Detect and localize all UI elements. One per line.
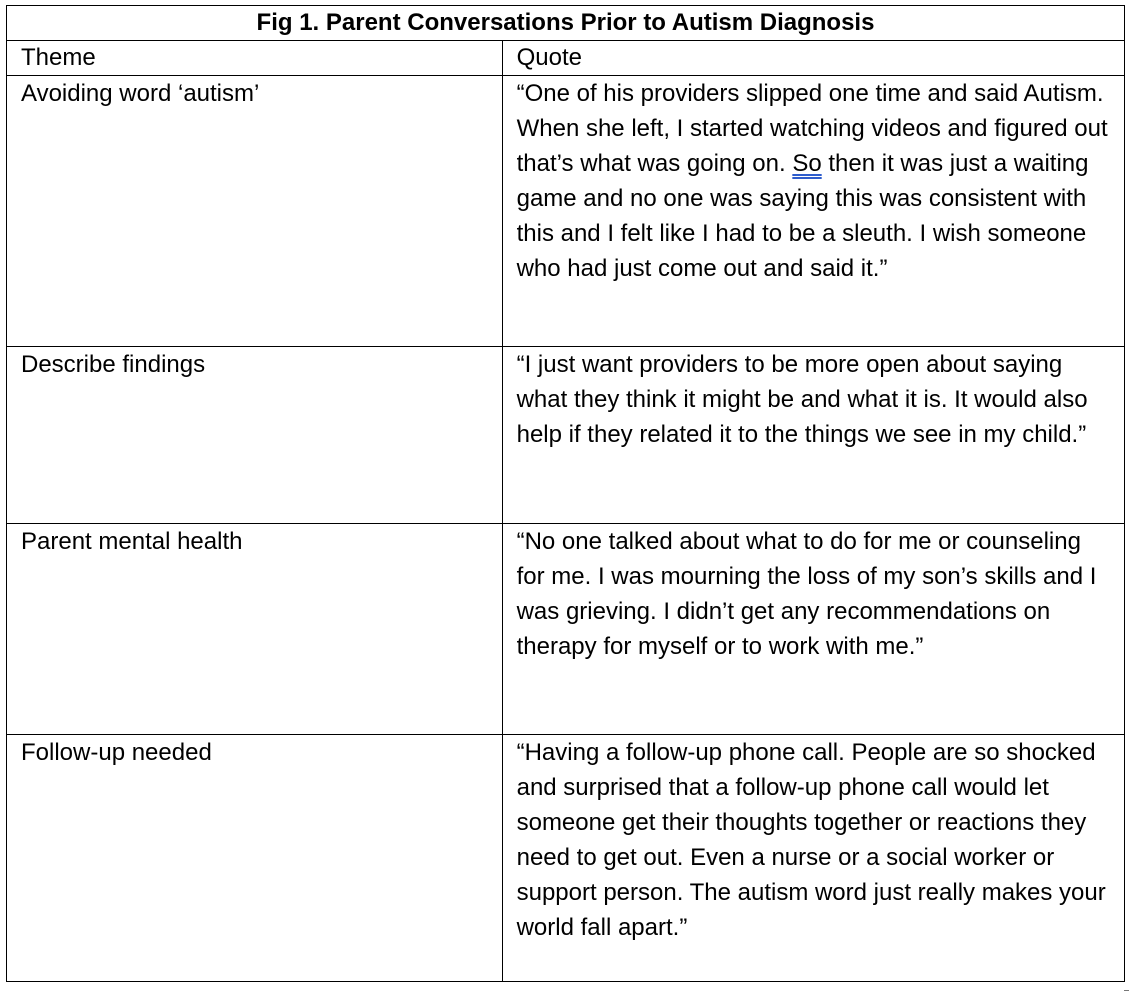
quote-text: “One of his providers slipped one time and said Autism. When she left, I started watching videos and figured out that’s what was going on. [516,80,1108,177]
table-row [7,347,1125,524]
theme-cell: Parent mental health [7,524,503,735]
quote-cell: “Having a follow-up phone call. People are so shocked and surprised that a follow-up phone call would let someone get their thoughts together or reactions they need to get out. Even a nurse or a social worker or support person. The autism word just really makes your world fall apart.” [502,735,1124,982]
table-row [7,524,1125,735]
figure-caption: Fig 1. Parent Conversations Prior to Autism Diagnosis [7,6,1125,41]
table-row [7,76,1125,347]
header-row [7,41,1125,76]
table-row [7,735,1125,982]
grammar-flag-word: So [792,150,822,177]
caption-row [7,6,1125,41]
theme-cell: Describe findings [7,347,503,524]
quotes-table [6,5,1125,982]
quote-cell [502,76,1124,347]
header-quote: Quote [502,41,1124,76]
quote-cell: “I just want providers to be more open about saying what they think it might be and what it is. It would also help if they related it to the things we see in my child.” [502,347,1124,524]
theme-cell: Follow-up needed [7,735,503,982]
corner-mark [1124,990,1129,991]
quote-text: then it was just a waiting game and no one was saying this was consistent with this and I felt like I had to be a sleuth. I wish someone who had just come out and said it.” [516,150,1089,282]
theme-cell: Avoiding word ‘autism’ [7,76,503,347]
header-theme: Theme [7,41,503,76]
quote-cell: “No one talked about what to do for me or counseling for me. I was mourning the loss of my son’s skills and I was grieving. I didn’t get any recommendations on therapy for myself or to work with me.” [502,524,1124,735]
